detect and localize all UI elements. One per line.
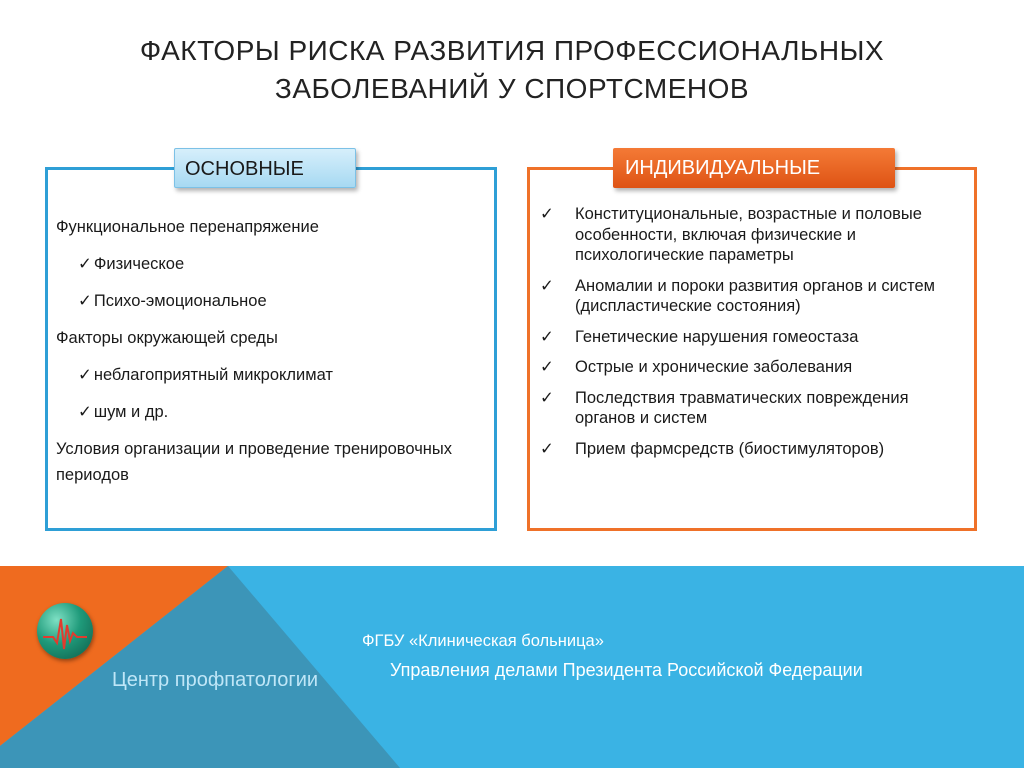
center-name: Центр профпатологии (111, 669, 319, 691)
list-item: ✓ Генетические нарушения гомеостаза (540, 327, 859, 346)
factor-heading-training: Условия организации и проведение тренировочных периодов (56, 440, 453, 484)
list-item: ✓ Острые и хронические заболевания (540, 358, 853, 376)
list-item: ✓ Конституциональные, возрастные и половые особенности, включая физические и психологические параметры (540, 205, 922, 264)
individual-factors-list (537, 204, 957, 469)
check-icon: ✓ (78, 255, 92, 273)
sub-factor-noise: ✓ шум и др. (78, 403, 169, 421)
check-icon: ✓ (78, 292, 92, 310)
list-item: ✓ Последствия травматических повреждения органов и систем (540, 388, 909, 427)
factor-heading-functional: Функциональное перенапряжение (56, 218, 319, 236)
sub-factor-microclimate: ✓ неблагоприятный микроклимат (78, 366, 333, 384)
sub-factor-psycho-emotional: ✓ Психо-эмоциональное (78, 292, 267, 310)
check-icon: ✓ (78, 366, 92, 384)
main-factors-tag: ОСНОВНЫЕ (174, 148, 356, 188)
check-icon: ✓ (540, 205, 554, 223)
individual-factors-tag: ИНДИВИДУАЛЬНЫЕ (613, 148, 895, 188)
factor-heading-environment: Факторы окружающей среды (56, 329, 278, 347)
main-factors-list (56, 214, 486, 499)
slide-title-line-2: ЗАБОЛЕВАНИЙ У СПОРТСМЕНОВ (274, 73, 750, 104)
list-item: ✓ Аномалии и пороки развития органов и систем (диспластические состояния) (540, 276, 935, 315)
organization-name: ФГБУ «Клиническая больница» (362, 632, 604, 650)
check-icon: ✓ (540, 439, 554, 458)
check-icon: ✓ (540, 327, 554, 346)
list-item: ✓ Прием фармсредств (биостимуляторов) (540, 439, 885, 458)
heartbeat-icon (37, 603, 93, 659)
sub-factor-physical: ✓ Физическое (78, 255, 185, 273)
slide-title (60, 32, 964, 108)
check-icon: ✓ (78, 403, 92, 421)
check-icon: ✓ (540, 388, 554, 407)
check-icon: ✓ (540, 358, 554, 376)
slide-title-line-1: ФАКТОРЫ РИСКА РАЗВИТИЯ ПРОФЕССИОНАЛЬНЫХ (139, 35, 885, 66)
check-icon: ✓ (540, 276, 554, 295)
clinic-logo (37, 603, 93, 659)
organization-affiliation: Управления делами Президента Российской Федерации (390, 660, 863, 680)
